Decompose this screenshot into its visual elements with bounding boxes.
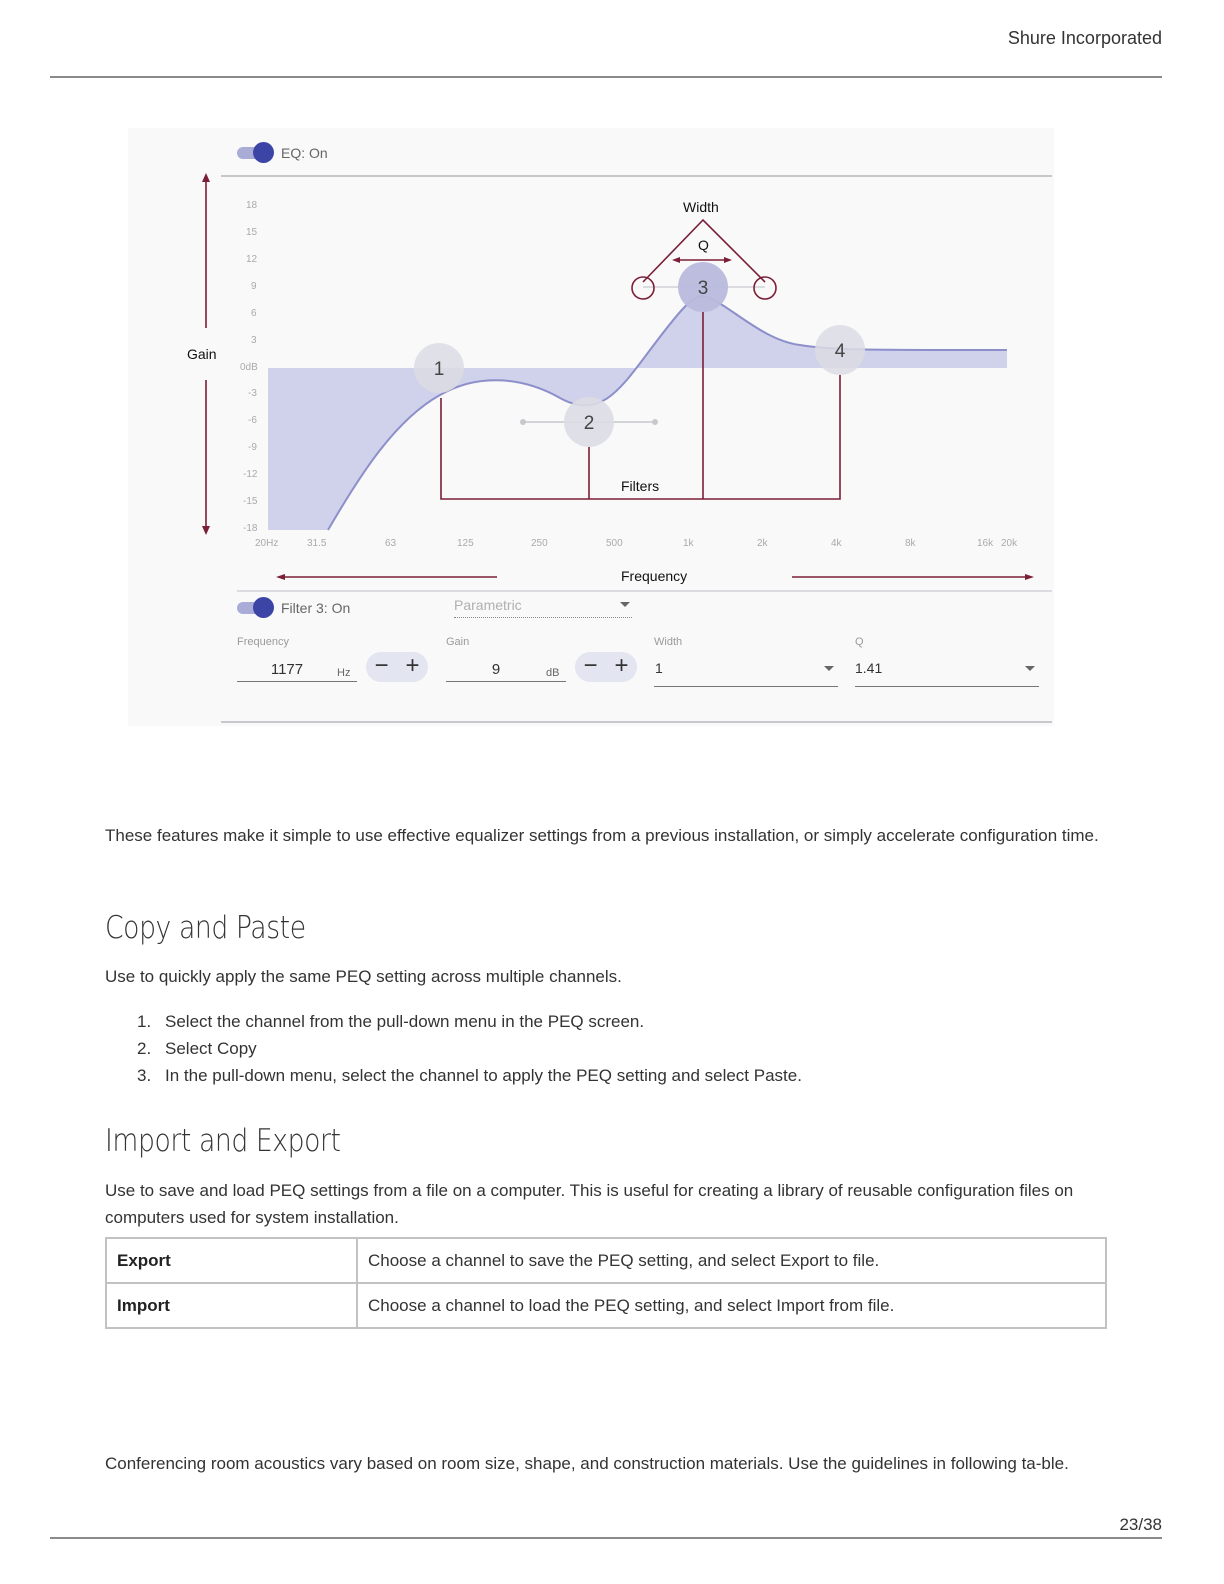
gain-annotation: Gain	[187, 346, 217, 362]
db-tick: -18	[243, 523, 258, 534]
table-cell-key: Import	[106, 1283, 357, 1328]
freq-tick: 4k	[831, 538, 842, 549]
footer-rule	[50, 1537, 1162, 1539]
eq-mid-divider	[237, 590, 1052, 592]
filter-point-1-label: 1	[433, 359, 445, 380]
width-field-label: Width	[654, 636, 683, 648]
list-item-text: Select Copy	[165, 1039, 257, 1058]
page-number: 23/38	[1119, 1515, 1162, 1534]
db-tick: -12	[243, 469, 258, 480]
db-tick: 3	[251, 335, 257, 346]
chevron-down-icon	[1025, 666, 1035, 671]
list-item-number: 1.	[137, 1012, 152, 1031]
filters-annotation: Filters	[621, 478, 660, 494]
import-export-table	[105, 1237, 1107, 1329]
table-row	[106, 1283, 1106, 1328]
filter-type-value: Parametric	[454, 597, 522, 613]
db-tick: 6	[251, 308, 257, 319]
filter-type-underline	[454, 617, 632, 618]
filter-toggle[interactable]	[237, 599, 275, 615]
frequency-underline	[237, 681, 357, 682]
frequency-decrease-button[interactable]: −	[374, 652, 389, 679]
frequency-field-label: Frequency	[237, 636, 289, 648]
table-cell-key: Export	[106, 1238, 357, 1283]
table-row	[106, 1238, 1106, 1283]
freq-tick: 16k	[977, 538, 994, 549]
freq-tick: 20Hz	[255, 538, 279, 549]
freq-tick: 31.5	[307, 538, 327, 549]
freq-tick: 125	[457, 538, 474, 549]
gain-value: 9	[491, 661, 501, 678]
q-field-label: Q	[855, 636, 864, 648]
freq-tick: 2k	[757, 538, 768, 549]
list-item-number: 3.	[137, 1066, 152, 1085]
db-tick: -6	[248, 415, 257, 426]
list-item-text: Select the channel from the pull-down menu in the PEQ screen.	[165, 1012, 645, 1031]
filter-toggle-knob	[253, 597, 274, 618]
db-tick: -9	[248, 442, 257, 453]
freq-tick: 500	[606, 538, 623, 549]
list-item	[105, 1035, 802, 1062]
gain-stepper	[575, 652, 637, 682]
chevron-down-icon	[620, 602, 630, 607]
eq-graph	[0, 0, 1224, 740]
filter-point-2[interactable]	[520, 397, 658, 447]
filter-toggle-label: Filter 3: On	[281, 600, 351, 616]
chevron-down-icon	[824, 666, 834, 671]
eq-curve-fill	[268, 296, 1007, 530]
list-item-text: In the pull-down menu, select the channel to apply the PEQ setting and select Paste.	[165, 1066, 802, 1085]
eq-toggle-label: EQ: On	[281, 145, 328, 161]
eq-bottom-divider	[221, 721, 1052, 723]
width-underline	[654, 686, 838, 687]
db-tick: 9	[251, 281, 257, 292]
q-value: 1.41	[855, 660, 883, 676]
frequency-unit: Hz	[337, 667, 351, 679]
frequency-value: 1177	[270, 661, 304, 678]
list-item	[105, 1062, 802, 1089]
freq-tick: 250	[531, 538, 548, 549]
copy-paste-intro: Use to quickly apply the same PEQ setting across multiple channels.	[105, 967, 622, 986]
intro-paragraph: These features make it simple to use effective equalizer settings from a previous installation, or simply accelerate configuration time.	[105, 826, 1099, 845]
filter-point-2-label: 2	[583, 413, 595, 434]
table-cell-value: Choose a channel to save the PEQ setting, and select Export to file.	[357, 1238, 1106, 1283]
closing-paragraph: Conferencing room acoustics vary based on room size, shape, and construction materials. Use the guidelines in following ta-ble.	[105, 1454, 1069, 1473]
db-tick: 15	[246, 227, 258, 238]
q-underline	[855, 686, 1039, 687]
freq-tick: 20k	[1001, 538, 1018, 549]
import-export-intro: Use to save and load PEQ settings from a file on a computer. This is useful for creating a library of reusable configuration files on computers used for system installation.	[105, 1181, 1074, 1227]
db-tick: -3	[248, 388, 257, 399]
filter-point-4[interactable]	[815, 325, 865, 375]
gain-decrease-button[interactable]: −	[583, 652, 598, 679]
list-item-number: 2.	[137, 1039, 152, 1058]
width-value: 1	[655, 660, 663, 676]
freq-tick: 63	[385, 538, 397, 549]
frequency-stepper	[366, 652, 428, 682]
filter-point-3[interactable]	[643, 262, 765, 312]
header-company: Shure Incorporated	[1007, 28, 1162, 48]
copy-paste-heading: Copy and Paste	[105, 910, 306, 946]
frequency-annotation: Frequency	[621, 568, 688, 584]
filter-point-4-label: 4	[834, 341, 846, 362]
gain-unit: dB	[546, 667, 560, 679]
list-item	[105, 1008, 802, 1035]
filter-point-1[interactable]	[414, 343, 464, 393]
filter-point-3-label: 3	[697, 278, 709, 299]
gain-field-label: Gain	[446, 636, 470, 648]
q-annotation: Q	[698, 237, 709, 253]
table-cell-value: Choose a channel to load the PEQ setting, and select Import from file.	[357, 1283, 1106, 1328]
db-tick: 12	[246, 254, 258, 265]
db-tick: 18	[246, 200, 258, 211]
gain-increase-button[interactable]: +	[614, 652, 629, 679]
import-export-heading: Import and Export	[105, 1123, 341, 1159]
freq-tick: 1k	[683, 538, 694, 549]
gain-underline	[446, 681, 566, 682]
db-tick: 0dB	[240, 362, 258, 373]
db-tick: -15	[243, 496, 258, 507]
copy-paste-steps	[105, 1008, 802, 1089]
width-annotation: Width	[683, 199, 719, 215]
frequency-increase-button[interactable]: +	[405, 652, 420, 679]
freq-tick: 8k	[905, 538, 916, 549]
